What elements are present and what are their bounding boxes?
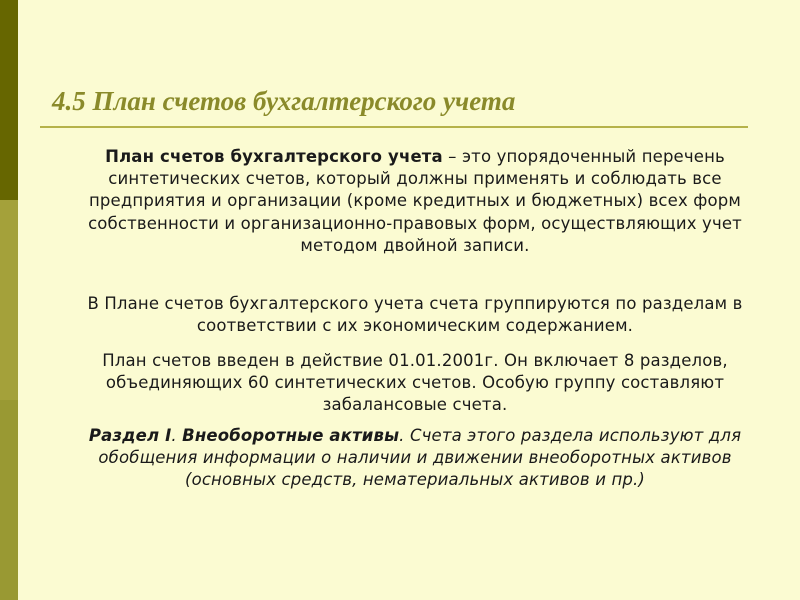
section-one-paragraph (70, 425, 760, 492)
side-accent-bar (0, 0, 18, 600)
grouping-paragraph (70, 293, 760, 337)
section-label: Раздел I (88, 426, 172, 445)
accent-segment-top (0, 0, 18, 200)
section-separator: . (171, 426, 183, 445)
grouping-text: В Плане счетов бухгалтерского учета счета группируются по разделам в соответствии с их экономическим содержанием. (87, 294, 743, 336)
effective-date-text: План счетов введен в действие 01.01.2001г. Он включает 8 разделов, объединяющих 60 синтетических счетов. Особую группу составляют забалансовые счета. (102, 351, 728, 415)
accent-segment-middle (0, 200, 18, 400)
definition-text: – это упорядоченный перечень синтетических счетов, который должны применять и соблюдать все предприятия и организации (кроме кредитных и бюджетных) всех форм собственности и организационно-правовых форм, осуществляющих учет методом двойной записи. (88, 147, 742, 255)
defined-term: План счетов бухгалтерского учета (105, 147, 443, 166)
section-name: Внеоборотные активы (182, 426, 400, 445)
effective-date-paragraph (70, 350, 760, 417)
slide-title: 4.5 План счетов бухгалтерского учета (52, 86, 516, 116)
accent-segment-bottom (0, 400, 18, 600)
title-underline (40, 126, 748, 128)
section-description: . Счета этого раздела используют для обобщения информации о наличии и движении внеоборотных активов (основных средств, нематериальных активов и пр.) (98, 426, 742, 490)
definition-paragraph (70, 146, 760, 257)
